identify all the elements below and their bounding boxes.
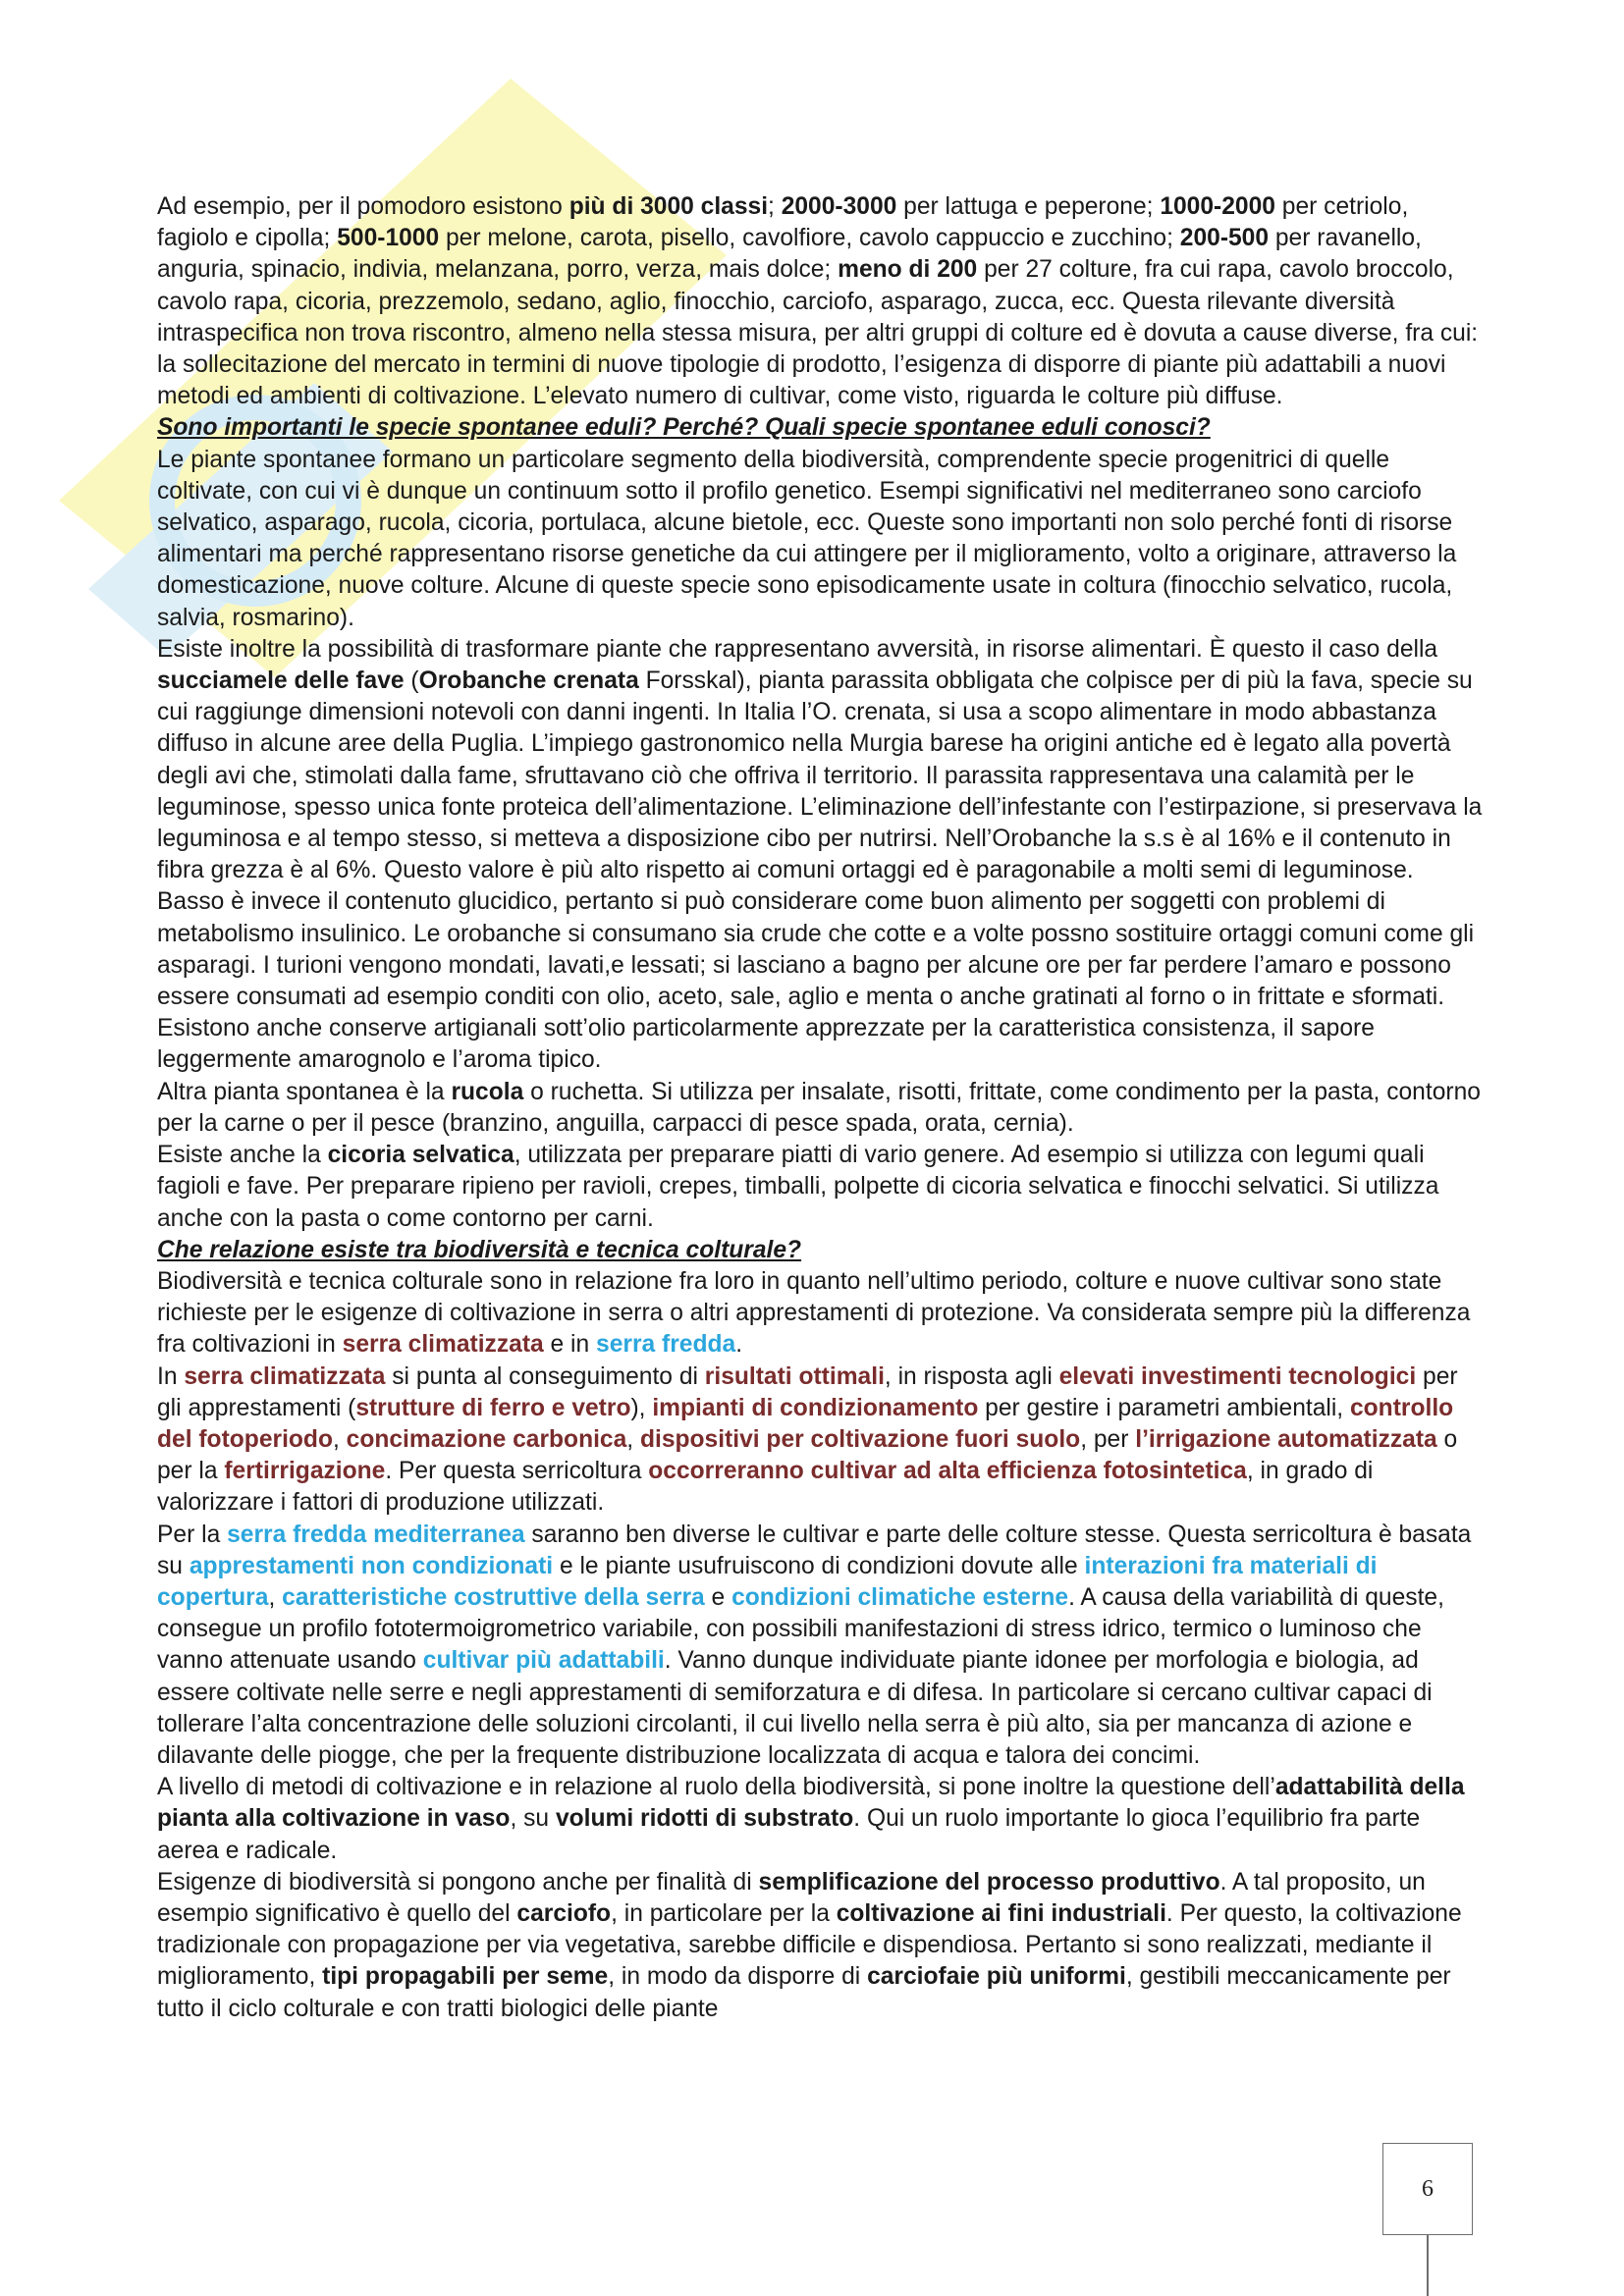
page-number: 6 xyxy=(1422,2175,1434,2202)
document-body xyxy=(157,191,1483,2025)
paragraph-rucola: Altra pianta spontanea è la rucola o ruchetta. Si utilizza per insalate, risotti, frittate, come condimento per la pasta, contorno per la carne o per il pesce (branzino, anguilla, carpacci di pesce spada, orata, cernia). xyxy=(157,1078,1481,1137)
paragraph-pot-cultivation: A livello di metodi di coltivazione e in relazione al ruolo della biodiversità, si pone inoltre la questione dell’adattabilità della pianta alla coltivazione in vaso, su volumi ridotti di substrato. Qui un ruolo importante lo gioca l’equilibrio fra parte aerea e radicale. xyxy=(157,1774,1465,1864)
paragraph-cold-greenhouse: Per la serra fredda mediterranea saranno ben diverse le cultivar e parte delle colture stesse. Questa serricoltura è basata su apprestamenti non condizionati e le piante usufruiscono di condizioni dovute alle interazioni fra materiali di copertura, caratteristiche costruttive della serra e condizioni climatiche esterne. A causa della variabilità di queste, consegue un profilo fototermoigrometrico variabile, con possibili manifestazioni di stress idrico, termico o luminoso che vanno attenuate usando cultivar più adattabili. Vanno dunque individuate piante idonee per morfologia e biologia, ad essere coltivate nelle serre e negli apprestamenti di semiforzatura e di difesa. In particolare si cercano cultivar capaci di tollerare l’alta concentrazione delle soluzioni circolanti, il cui livello nella serra è più alto, sia per mancanza di azione e dilavante delle piogge, che per la frequente distribuzione localizzata di acqua e talora dei concimi. xyxy=(157,1521,1472,1769)
paragraph-orobanche: Esiste inoltre la possibilità di trasformare piante che rappresentano avversità, in risorse alimentari. È questo il caso della succiamele delle fave (Orobanche crenata Forsskal), pianta parassita obbligata che colpisce per di più la fava, specie su cui raggiunge dimensioni notevoli con danni ingenti. In Italia l’O. crenata, si usa a scopo alimentare in modo abbastanza diffuso in alcune aree della Puglia. L’impiego gastronomico nella Murgia barese ha origini antiche ed è legato alla povertà degli avi che, stimolati dalla fame, sfruttavano ciò che offriva il territorio. Il parassita rappresentava una calamità per le leguminose, spesso unica fonte proteica dell’alimentazione. L’eliminazione dell’infestante con l’estirpazione, si preservava la leguminosa e al tempo stesso, si metteva a disposizione cibo per nutrirsi. Nell’Orobanche la s.s è al 16% e il contenuto in fibra grezza è al 6%. Questo valore è più alto rispetto ai comuni ortaggi ed è paragonabile a molti semi di leguminose. Basso è invece il contenuto glucidico, pertanto si può considerare come buon alimento per soggetti con problemi di metabolismo insulinico. Le orobanche si consumano sia crude che cotte e a volte possno sostituire ortaggi comuni come gli asparagi. I turioni vengono mondati, lavati,e lessati; si lasciano a bagno per alcune ore per far perdere l’amaro e possono essere consumati ad esempio conditi con olio, aceto, sale, aglio e menta o anche gratinati al forno o in frittate e sformati. Esistono anche conserve artigianali sott’olio particolarmente apprezzate per la caratteristica consistenza, il sapore leggermente amarognolo e l’aroma tipico. xyxy=(157,635,1483,1074)
paragraph-biodiversity-technique: Biodiversità e tecnica colturale sono in relazione fra loro in quanto nell’ultimo periodo, colture e nuove cultivar sono state richieste per le esigenze di coltivazione in serra o altri apprestamenti di protezione. Va considerata sempre più la differenza fra coltivazioni in serra climatizzata e in serra fredda. xyxy=(157,1267,1471,1359)
page-number-box xyxy=(1382,2143,1473,2235)
paragraph-climate-greenhouse: In serra climatizzata si punta al conseguimento di risultati ottimali, in risposta agli elevati investimenti tecnologici per gli apprestamenti (strutture di ferro e vetro), impianti di condizionamento per gestire i parametri ambientali, controllo del fotoperiodo, concimazione carbonica, dispositivi per coltivazione fuori suolo, per l’irrigazione automatizzata o per la fertirrigazione. Per questa serricoltura occorreranno cultivar ad alta efficienza fotosintetica, in grado di valorizzare i fattori di produzione utilizzati. xyxy=(157,1362,1458,1517)
paragraph-spontaneous-plants: Le piante spontanee formano un particolare segmento della biodiversità, comprendente specie progenitrici di quelle coltivate, con cui vi è dunque un continuum sotto il profilo genetico. Esempi significativi nel mediterraneo sono carciofo selvatico, asparago, rucola, cicoria, portulaca, alcune bietole, ecc. Queste sono importanti non solo perché fonti di risorse alimentari ma perché rappresentano risorse genetiche da cui attingere per il miglioramento, volto a originare, attraverso la domesticazione, nuove colture. Alcune di queste specie sono episodicamente usate in coltura (finocchio selvatico, rucola, salvia, rosmarino). xyxy=(157,446,1457,631)
question-heading-spontaneous-species: Sono importanti le specie spontanee eduli? Perché? Quali specie spontanee eduli conosci? xyxy=(157,414,1211,442)
paragraph-cicoria: Esiste anche la cicoria selvatica, utilizzata per preparare piatti di vario genere. Ad esempio si utilizza con legumi quali fagioli e fave. Per preparare ripieno per ravioli, crepes, timballi, polpette di cicoria selvatica e finocchi selvatici. Si utilizza anche con la pasta o come contorno per carni. xyxy=(157,1142,1439,1232)
question-heading-cultural-technique: Che relazione esiste tra biodiversità e tecnica colturale? xyxy=(157,1236,802,1263)
page-number-stem xyxy=(1427,2234,1429,2296)
paragraph-artichoke: Esigenze di biodiversità si pongono anche per finalità di semplificazione del processo produttivo. A tal proposito, un esempio significativo è quello del carciofo, in particolare per la coltivazione ai fini industriali. Per questo, la coltivazione tradizionale con propagazione per via vegetativa, sarebbe difficile e dispendiosa. Pertanto si sono realizzati, mediante il miglioramento, tipi propagabili per seme, in modo da disporre di carciofaie più uniformi, gestibili meccanicamente per tutto il ciclo colturale e con tratti biologici delle piante xyxy=(157,1868,1462,2022)
paragraph-cultivar-classes: Ad esempio, per il pomodoro esistono più di 3000 classi; 2000-3000 per lattuga e peperone; 1000-2000 per cetriolo, fagiolo e cipolla; 500-1000 per melone, carota, pisello, cavolfiore, cavolo cappuccio e zucchino; 200-500 per ravanello, anguria, spinacio, indivia, melanzana, porro, verza, mais dolce; meno di 200 per 27 colture, fra cui rapa, cavolo broccolo, cavolo rapa, cicoria, prezzemolo, sedano, aglio, finocchio, carciofo, asparago, zucca, ecc. Questa rilevante diversità intraspecifica non trova riscontro, almeno nella stessa misura, per altri gruppi di colture ed è dovuta a cause diverse, fra cui: la sollecitazione del mercato in termini di nuove tipologie di prodotto, l’esigenza di disporre di piante più adattabili a nuovi metodi ed ambienti di coltivazione. L’elevato numero di cultivar, come visto, riguarda le colture più diffuse. xyxy=(157,193,1479,410)
